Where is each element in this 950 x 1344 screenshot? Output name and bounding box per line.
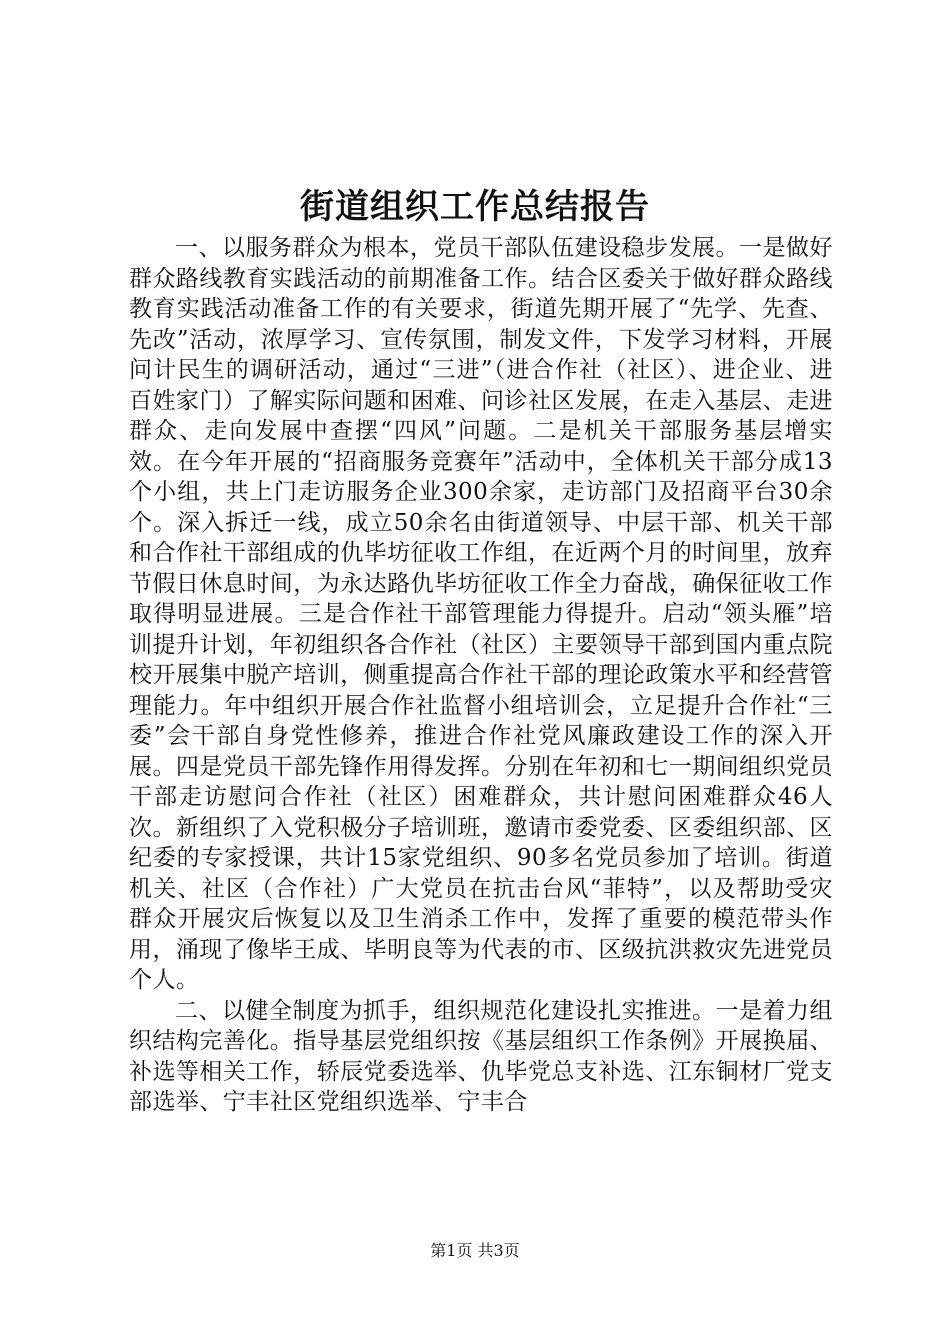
document-body [129,233,833,1118]
paragraph-2: 二、以健全制度为抓手，组织规范化建设扎实推进。一是着力组织结构完善化。指导基层党组织按《基层组织工作条例》开展换届、补选等相关工作，轿辰党委选举、仇毕党总支补选、江东铜材厂党支部选举、宁丰社区党组织选举、宁丰合 [129,997,833,1115]
page-number-footer: 第1页 共3页 [430,1241,520,1260]
document-title: 街道组织工作总结报告 [300,187,650,227]
paragraph-1: 一、以服务群众为根本，党员干部队伍建设稳步发展。一是做好群众路线教育实践活动的前期准备工作。结合区委关于做好群众路线教育实践活动准备工作的有关要求，街道先期开展了“先学、先查、先改”活动，浓厚学习、宣传氛围，制发文件，下发学习材料，开展问计民生的调研活动，通过“三进”（进合作社（社区）、进企业、进百姓家门）了解实际问题和困难、问诊社区发展，在走入基层、走进群众、走向发展中查摆“四风”问题。二是机关干部服务基层增实效。在今年开展的“招商服务竞赛年”活动中，全体机关干部分成13个小组，共上门走访服务企业300余家，走访部门及招商平台30余个。深入拆迁一线，成立50余名由街道领导、中层干部、机关干部和合作社干部组成的仇毕坊征收工作组，在近两个月的时间里，放弃节假日休息时间，为永达路仇毕坊征收工作全力奋战，确保征收工作取得明显进展。三是合作社干部管理能力得提升。启动“领头雁”培训提升计划，年初组织各合作社（社区）主要领导干部到国内重点院校开展集中脱产培训，侧重提高合作社干部的理论政策水平和经营管理能力。年中组织开展合作社监督小组培训会，立足提升合作社“三委”会干部自身党性修养，推进合作社党风廉政建设工作的深入开展。四是党员干部先锋作用得发挥。分别在年初和七一期间组织党员干部走访慰问合作社（社区）困难群众，共计慰问困难群众46人次。新组织了入党积极分子培训班，邀请市委党委、区委组织部、区纪委的专家授课，共计15家党组织、90多名党员参加了培训。街道机关、社区（合作社）广大党员在抗击台风“菲特”，以及帮助受灾群众开展灾后恢复以及卫生消杀工作中，发挥了重要的模范带头作用，涌现了像毕王成、毕明良等为代表的市、区级抗洪救灾先进党员个人。 [129,235,833,993]
